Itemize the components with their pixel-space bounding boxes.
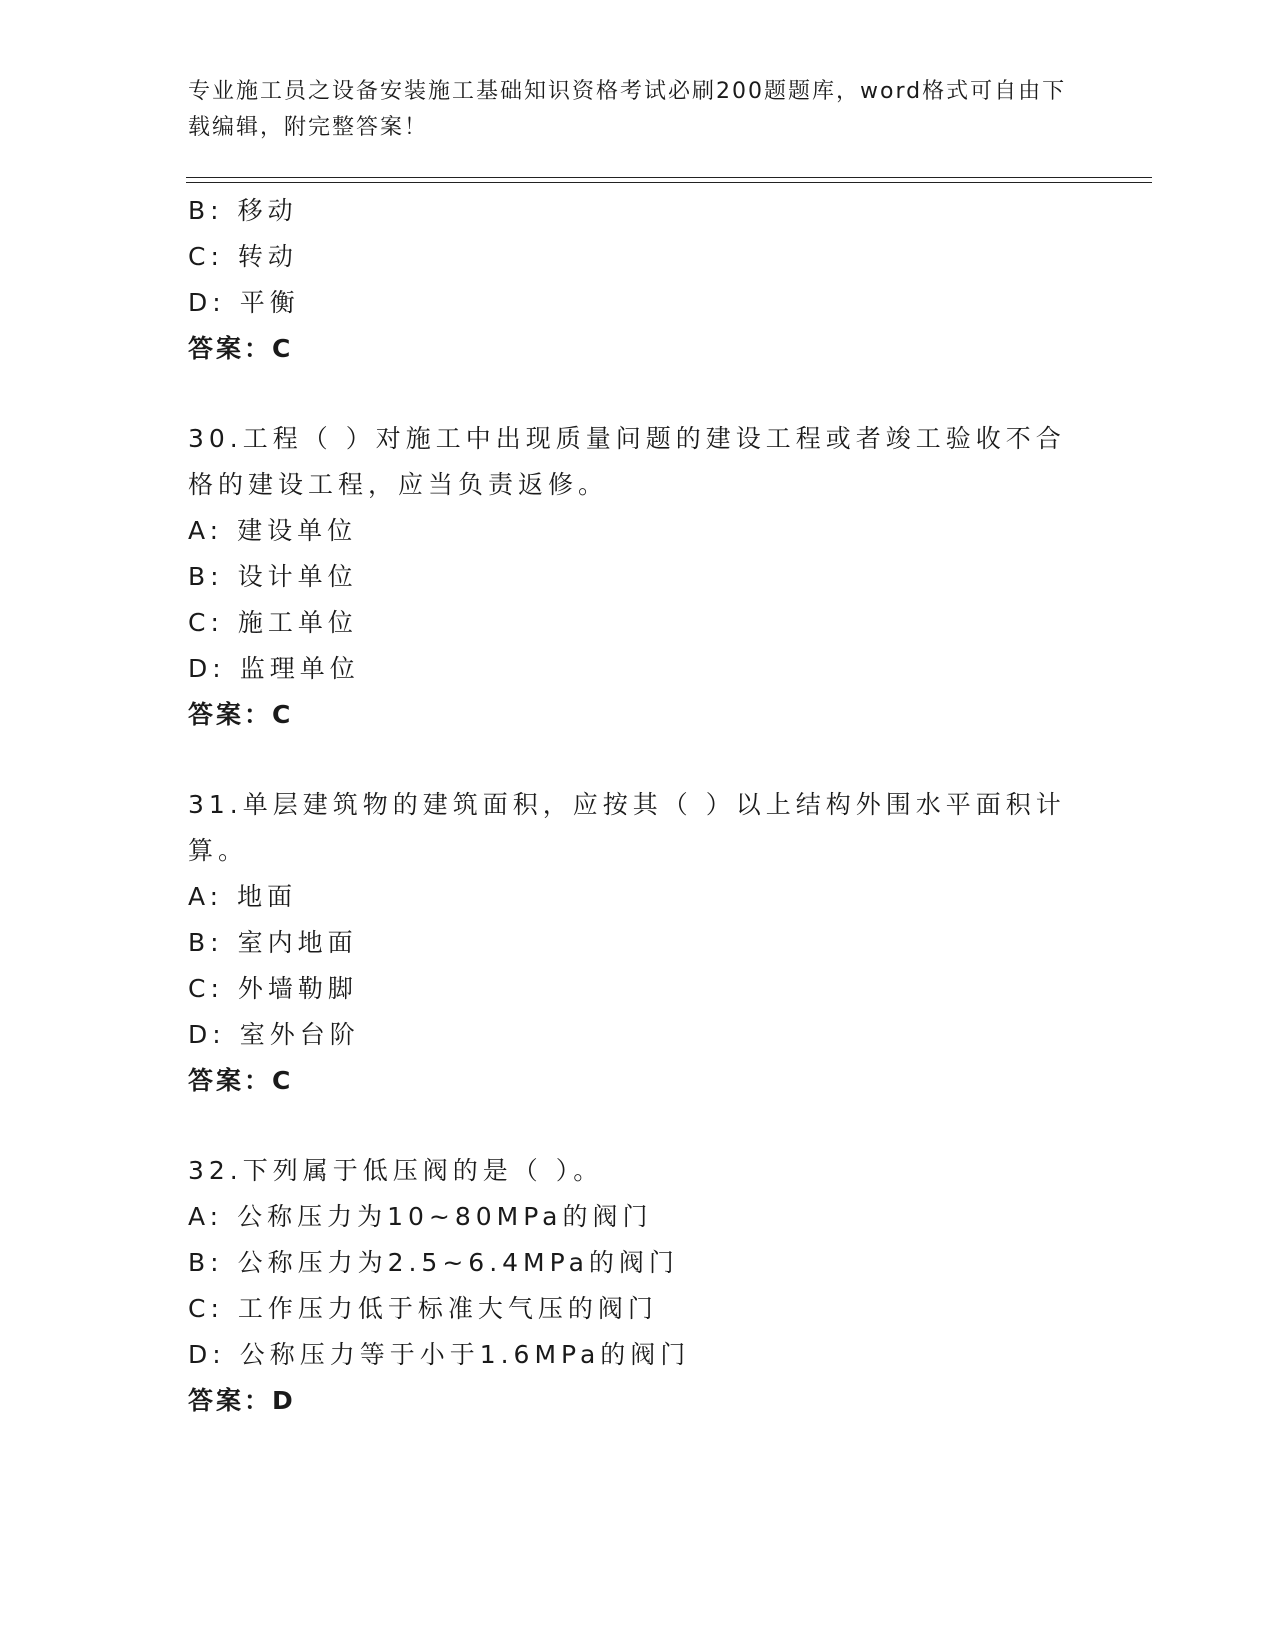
option-letter: A: <box>188 516 224 545</box>
option-text: 室外台阶 <box>239 1020 360 1049</box>
option-text: 公称压力为2.5~6.4MPa的阀门 <box>237 1248 679 1277</box>
option-letter: C: <box>188 242 224 271</box>
option-a <box>188 508 1088 554</box>
answer-line: 答案：C <box>188 334 294 363</box>
option-c <box>188 234 1088 280</box>
option-letter: B: <box>188 928 224 957</box>
option-letter: A: <box>188 882 224 911</box>
option-text: 移动 <box>237 196 298 225</box>
option-text: 公称压力等于小于1.6MPa的阀门 <box>239 1340 691 1369</box>
option-text: 施工单位 <box>237 608 358 637</box>
document-body <box>188 188 1088 1424</box>
header-rule-bottom <box>186 182 1152 183</box>
option-text: 公称压力为10~80MPa的阀门 <box>237 1202 653 1231</box>
option-text: 室内地面 <box>237 928 358 957</box>
option-text: 外墙勒脚 <box>237 974 358 1003</box>
option-a <box>188 1194 1088 1240</box>
question-stem: 31.单层建筑物的建筑面积，应按其（ ）以上结构外围水平面积计算。 <box>188 790 1066 865</box>
option-letter: B: <box>188 1248 224 1277</box>
option-b <box>188 920 1088 966</box>
question-stem: 32.下列属于低压阀的是（ ）。 <box>188 1156 604 1185</box>
answer-line: 答案：C <box>188 1066 294 1095</box>
carryover-question <box>188 188 1088 372</box>
question-stem: 30.工程（ ）对施工中出现质量问题的建设工程或者竣工验收不合格的建设工程，应当负责返修。 <box>188 424 1066 499</box>
option-text: 监理单位 <box>239 654 360 683</box>
answer-line: 答案：D <box>188 1386 296 1415</box>
option-c <box>188 600 1088 646</box>
option-letter: D: <box>188 654 226 683</box>
option-text: 设计单位 <box>237 562 358 591</box>
option-text: 转动 <box>237 242 298 271</box>
option-d <box>188 1332 1088 1378</box>
option-text: 建设单位 <box>237 516 358 545</box>
question-30 <box>188 416 1088 738</box>
document-header: 专业施工员之设备安装施工基础知识资格考试必刷200题题库，word格式可自由下载编辑，附完整答案！ <box>188 79 1067 140</box>
option-text: 工作压力低于标准大气压的阀门 <box>237 1294 658 1323</box>
option-d <box>188 646 1088 692</box>
option-d <box>188 1012 1088 1058</box>
option-a <box>188 874 1088 920</box>
option-b <box>188 188 1088 234</box>
answer-line: 答案：C <box>188 700 294 729</box>
option-letter: C: <box>188 1294 224 1323</box>
question-31 <box>188 782 1088 1104</box>
option-c <box>188 966 1088 1012</box>
option-text: 平衡 <box>239 288 300 317</box>
option-b <box>188 554 1088 600</box>
question-32 <box>188 1148 1088 1424</box>
option-letter: D: <box>188 1020 226 1049</box>
option-letter: C: <box>188 974 224 1003</box>
option-c <box>188 1286 1088 1332</box>
option-letter: D: <box>188 288 226 317</box>
option-letter: B: <box>188 562 224 591</box>
option-letter: D: <box>188 1340 226 1369</box>
option-d <box>188 280 1088 326</box>
option-b <box>188 1240 1088 1286</box>
option-text: 地面 <box>237 882 298 911</box>
header-rule-top <box>186 177 1152 178</box>
option-letter: C: <box>188 608 224 637</box>
option-letter: A: <box>188 1202 224 1231</box>
option-letter: B: <box>188 196 224 225</box>
